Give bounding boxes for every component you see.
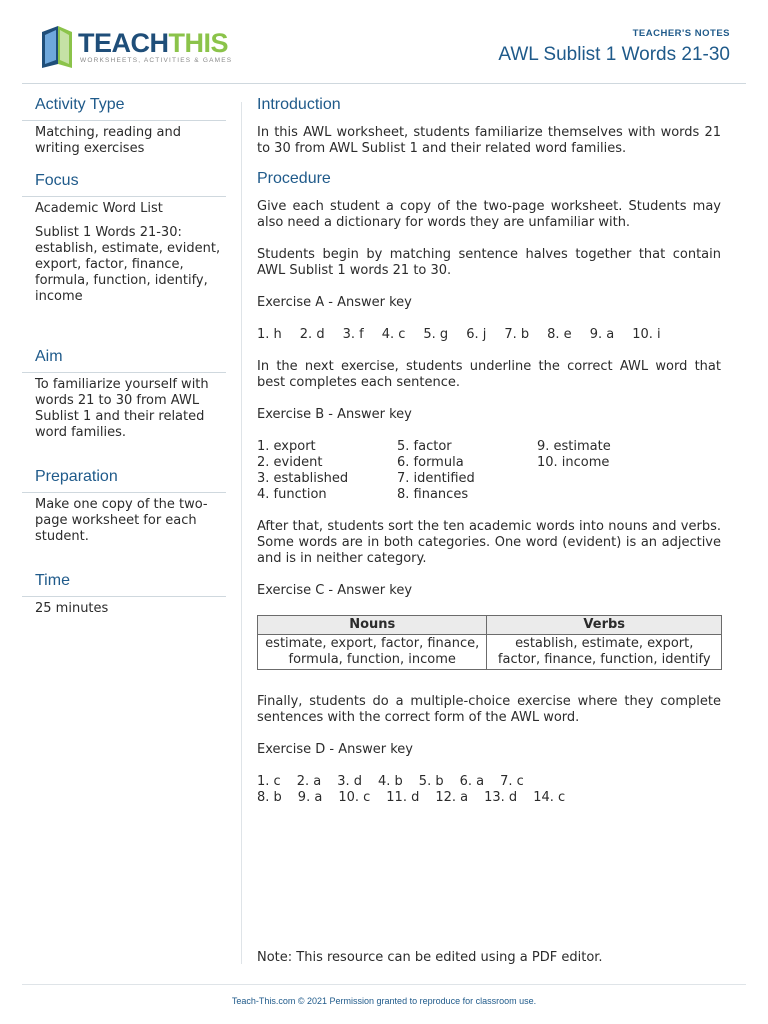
- answer-item: 9. estimate: [537, 439, 611, 454]
- answer-item: 9. a: [589, 327, 615, 342]
- time-heading: Time: [22, 571, 226, 597]
- aim-text: To familiarize yourself with words 21 to 30 from AWL Sublist 1 and their related word families.: [35, 377, 209, 440]
- answer-item: 1. export: [257, 439, 316, 454]
- answer-item: 14. c: [533, 790, 566, 805]
- teach-this-logo: [36, 24, 236, 70]
- answer-item: 6. j: [466, 327, 487, 342]
- answer-item: 8. finances: [397, 487, 469, 502]
- activity-type-heading: Activity Type: [22, 95, 226, 121]
- answer-item: 10. c: [338, 790, 371, 805]
- footer-divider: [22, 984, 746, 985]
- answer-item: 7. identified: [397, 471, 475, 486]
- header-divider: [22, 83, 746, 84]
- main-content: [257, 95, 721, 822]
- answer-item: 3. f: [342, 327, 364, 342]
- preparation-heading: Preparation: [22, 467, 226, 493]
- verbs-cell: establish, estimate, export, factor, finance, function, identify: [487, 635, 722, 670]
- procedure-paragraph-2: Students begin by matching sentence halves together that contain AWL Sublist 1 words 21 to 30.: [257, 247, 721, 278]
- logo-wordmark: TEACHTHIS: [78, 28, 229, 58]
- verbs-header: Verbs: [487, 616, 722, 635]
- procedure-paragraph-4: After that, students sort the ten academic words into nouns and verbs. Some words are in both categories. One word (evident) is an adjective and is in neither category.: [257, 519, 721, 566]
- procedure-paragraph-1: Give each student a copy of the two-page worksheet. Students may also need a dictionary for words they are unfamiliar with.: [257, 199, 721, 230]
- answer-item: 13. d: [484, 790, 518, 805]
- teachers-notes-label: TEACHER'S NOTES: [632, 28, 730, 39]
- answer-item: 8. b: [257, 790, 282, 805]
- answer-item: 2. d: [299, 327, 325, 342]
- focus-text-1: Academic Word List: [35, 201, 163, 216]
- answer-item: [537, 471, 677, 487]
- nouns-header: Nouns: [258, 616, 487, 635]
- answer-item: 5. b: [418, 774, 444, 789]
- column-divider: [241, 102, 242, 964]
- exercise-b-label: Exercise B - Answer key: [257, 407, 412, 422]
- procedure-paragraph-3: In the next exercise, students underline the correct AWL word that best completes each sentence.: [257, 359, 721, 390]
- logo-tagline: WORKSHEETS, ACTIVITIES & GAMES: [80, 57, 233, 64]
- procedure-paragraph-5: Finally, students do a multiple-choice exercise where they complete sentences with the correct form of the AWL word.: [257, 694, 721, 725]
- answer-item: 6. formula: [397, 455, 464, 470]
- answer-item: 3. established: [257, 471, 349, 486]
- answer-item: 7. c: [500, 774, 524, 789]
- focus-heading: Focus: [22, 171, 226, 197]
- answer-item: 12. a: [435, 790, 469, 805]
- answer-item: 3. d: [337, 774, 362, 789]
- focus-text-2: Sublist 1 Words 21-30: establish, estimate, evident, export, factor, finance, formula, function, identify, income: [35, 225, 221, 304]
- answer-item: 11. d: [386, 790, 420, 805]
- exercise-b-answers: [257, 439, 721, 503]
- answer-item: 1. h: [257, 327, 282, 342]
- exercise-c-label: Exercise C - Answer key: [257, 583, 413, 598]
- exercise-d-answers-row-2: [257, 790, 721, 806]
- introduction-text: In this AWL worksheet, students familiarize themselves with words 21 to 30 from AWL Sublist 1 and their related word families.: [257, 125, 721, 156]
- answer-item: 4. b: [378, 774, 403, 789]
- answer-item: 5. factor: [397, 439, 452, 454]
- answer-item: 9. a: [297, 790, 323, 805]
- procedure-heading: Procedure: [257, 170, 331, 187]
- introduction-heading: Introduction: [257, 96, 341, 113]
- time-text: 25 minutes: [35, 601, 109, 616]
- answer-item: 7. b: [504, 327, 530, 342]
- nouns-cell: estimate, export, factor, finance, formula, function, income: [258, 635, 487, 670]
- document-title: AWL Sublist 1 Words 21-30: [498, 44, 730, 65]
- exercise-d-answers-row-1: [257, 774, 721, 790]
- exercise-a-label: Exercise A - Answer key: [257, 295, 412, 310]
- answer-item: 8. e: [547, 327, 572, 342]
- answer-item: 10. income: [537, 455, 610, 470]
- exercise-a-answers: [257, 327, 721, 343]
- answer-item: [537, 487, 677, 503]
- sidebar: [22, 95, 226, 617]
- activity-type-text: Matching, reading and writing exercises: [35, 125, 182, 156]
- answer-item: 6. a: [459, 774, 485, 789]
- preparation-text: Make one copy of the two-page worksheet for each student.: [35, 497, 208, 544]
- answer-item: 1. c: [257, 774, 281, 789]
- exercise-c-table: [257, 615, 722, 670]
- answer-item: 2. evident: [257, 455, 323, 470]
- footer-copyright: Teach-This.com © 2021 Permission granted to reproduce for classroom use.: [231, 996, 537, 1006]
- pdf-editor-note: Note: This resource can be edited using a PDF editor.: [257, 950, 603, 965]
- answer-item: 5. g: [423, 327, 449, 342]
- aim-heading: Aim: [22, 347, 226, 373]
- answer-item: 2. a: [296, 774, 322, 789]
- answer-item: 4. function: [257, 487, 327, 502]
- book-icon: [36, 24, 76, 68]
- answer-item: 10. i: [632, 327, 661, 342]
- answer-item: 4. c: [381, 327, 406, 342]
- exercise-d-label: Exercise D - Answer key: [257, 742, 413, 757]
